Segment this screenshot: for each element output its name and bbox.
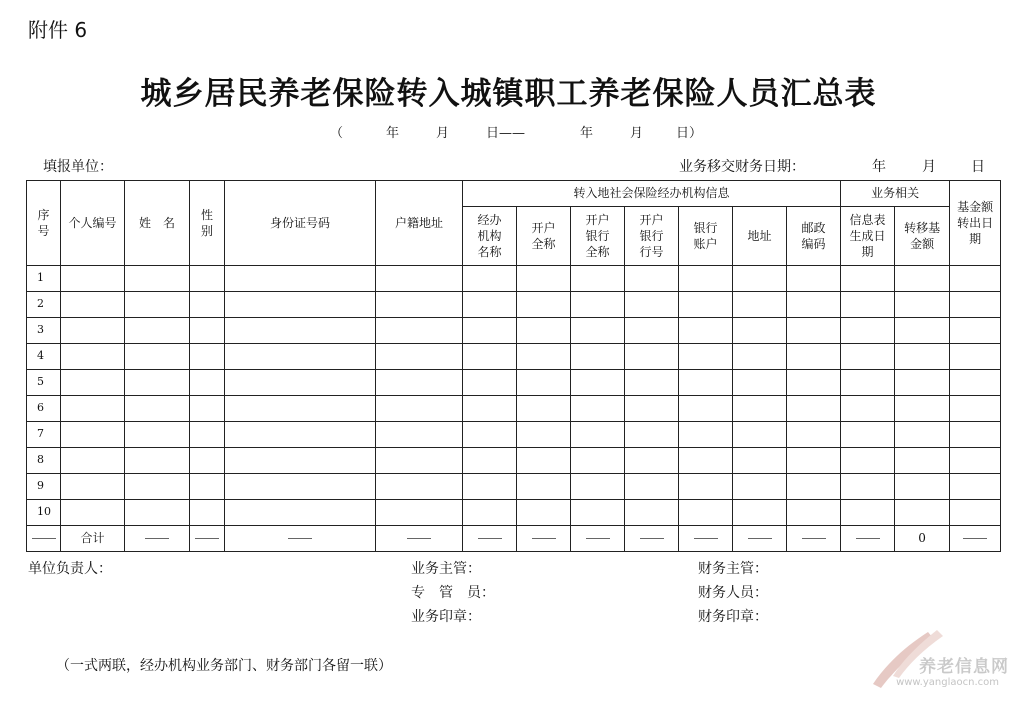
table-cell [679, 292, 733, 318]
table-cell [733, 500, 787, 526]
table-cell [517, 318, 571, 344]
row-index: 2 [27, 292, 61, 318]
table-cell [61, 292, 125, 318]
table-cell [61, 318, 125, 344]
table-cell [733, 422, 787, 448]
table-cell [950, 344, 1001, 370]
table-cell [376, 370, 463, 396]
header-hukou: 户籍地址 [376, 181, 463, 266]
row-index: 10 [27, 500, 61, 526]
table-cell [841, 500, 895, 526]
table-cell [125, 396, 190, 422]
table-cell [517, 266, 571, 292]
table-cell [61, 266, 125, 292]
table-cell [225, 318, 376, 344]
table-cell [225, 396, 376, 422]
table-cell [625, 370, 679, 396]
specialist-label: 专 管 员： [411, 585, 495, 601]
table-cell [679, 344, 733, 370]
total-dash [679, 526, 733, 552]
total-dash [787, 526, 841, 552]
table-cell [125, 344, 190, 370]
header-bank-account: 银行账户 [679, 207, 733, 266]
table-cell [517, 474, 571, 500]
table-cell [463, 422, 517, 448]
table-cell [571, 370, 625, 396]
table-row [27, 292, 1001, 318]
total-dash [225, 526, 376, 552]
table-body [27, 266, 1001, 526]
table-cell [679, 422, 733, 448]
table-cell [463, 474, 517, 500]
table-cell [571, 266, 625, 292]
table-cell [841, 396, 895, 422]
table-cell [571, 396, 625, 422]
table-cell [125, 292, 190, 318]
table-cell [190, 422, 225, 448]
row-index: 5 [27, 370, 61, 396]
table-cell [679, 318, 733, 344]
table-cell [190, 474, 225, 500]
table-row [27, 500, 1001, 526]
table-cell [517, 396, 571, 422]
table-cell [625, 292, 679, 318]
table-cell [625, 448, 679, 474]
copy-note: （一式两联，经办机构业务部门、财务部门各留一联） [56, 658, 392, 674]
table-cell [125, 422, 190, 448]
header-id-number: 身份证号码 [225, 181, 376, 266]
table-cell [125, 318, 190, 344]
table-cell [733, 344, 787, 370]
table-cell [225, 474, 376, 500]
table-cell [61, 396, 125, 422]
business-supervisor-label: 业务主管： [411, 561, 481, 577]
table-cell [463, 396, 517, 422]
table-cell [61, 422, 125, 448]
header-transfer-fund: 转移基金额 [895, 207, 950, 266]
header-bank-name: 开户银行全称 [571, 207, 625, 266]
table-cell [895, 266, 950, 292]
transfer-date-day: 日 [971, 159, 985, 175]
table-cell [61, 448, 125, 474]
table-cell [679, 474, 733, 500]
table-cell [571, 344, 625, 370]
table-cell [517, 422, 571, 448]
table-cell [190, 318, 225, 344]
table-cell [190, 500, 225, 526]
table-cell [895, 422, 950, 448]
page-title: 城乡居民养老保险转入城镇职工养老保险人员汇总表 [140, 76, 877, 112]
total-dash [950, 526, 1001, 552]
row-index: 6 [27, 396, 61, 422]
transfer-date-label: 业务移交财务日期： [679, 159, 805, 175]
table-cell [841, 422, 895, 448]
table-cell [733, 396, 787, 422]
table-cell [225, 292, 376, 318]
date-month-2: 月 [630, 126, 644, 141]
date-year-2: 年 [580, 126, 594, 141]
table-cell [841, 266, 895, 292]
table-cell [376, 422, 463, 448]
table-cell [950, 266, 1001, 292]
table-cell [225, 370, 376, 396]
finance-seal-label: 财务印章： [698, 609, 768, 625]
date-open-paren: （ [330, 126, 344, 141]
table-row [27, 396, 1001, 422]
table-cell [950, 448, 1001, 474]
date-month-1: 月 [436, 126, 450, 141]
table-cell [571, 474, 625, 500]
table-cell [950, 370, 1001, 396]
total-row [27, 526, 1001, 552]
header-name: 姓 名 [125, 181, 190, 266]
table-cell [463, 292, 517, 318]
table-cell [895, 448, 950, 474]
total-dash [376, 526, 463, 552]
row-index: 8 [27, 448, 61, 474]
date-day-2: 日） [676, 126, 703, 141]
row-index: 3 [27, 318, 61, 344]
summary-table [26, 180, 1001, 552]
table-cell [190, 292, 225, 318]
table-cell [950, 318, 1001, 344]
table-cell [376, 344, 463, 370]
table-cell [733, 292, 787, 318]
table-cell [190, 266, 225, 292]
table-cell [571, 448, 625, 474]
table-cell [376, 318, 463, 344]
table-cell [125, 474, 190, 500]
total-dash [190, 526, 225, 552]
table-cell [190, 448, 225, 474]
transfer-date-year: 年 [872, 159, 886, 175]
table-cell [463, 318, 517, 344]
header-account-name: 开户全称 [517, 207, 571, 266]
table-cell [517, 370, 571, 396]
row-index: 7 [27, 422, 61, 448]
table-cell [841, 344, 895, 370]
total-dash [27, 526, 61, 552]
header-group-business: 业务相关 [841, 181, 950, 207]
date-day-1: 日—— [486, 126, 526, 141]
table-cell [190, 370, 225, 396]
header-fund-out-date: 基金额转出日期 [950, 181, 1001, 266]
total-dash [625, 526, 679, 552]
table-cell [61, 370, 125, 396]
table-cell [679, 370, 733, 396]
table-cell [895, 318, 950, 344]
table-row [27, 344, 1001, 370]
table-cell [733, 370, 787, 396]
table-cell [125, 370, 190, 396]
table-cell [733, 318, 787, 344]
table-row [27, 370, 1001, 396]
table-cell [125, 448, 190, 474]
header-gender: 性别 [190, 181, 225, 266]
table-cell [376, 474, 463, 500]
table-cell [463, 266, 517, 292]
table-cell [679, 396, 733, 422]
table-cell [950, 500, 1001, 526]
table-cell [463, 370, 517, 396]
total-label: 合计 [61, 526, 125, 552]
table-row [27, 266, 1001, 292]
table-cell [787, 318, 841, 344]
table-cell [225, 266, 376, 292]
table-cell [190, 396, 225, 422]
header-postal-code: 邮政编码 [787, 207, 841, 266]
header-personal-id: 个人编号 [61, 181, 125, 266]
header-group-agency: 转入地社会保险经办机构信息 [463, 181, 841, 207]
table-cell [225, 422, 376, 448]
table-cell [787, 448, 841, 474]
table-cell [625, 422, 679, 448]
table-cell [841, 474, 895, 500]
table-cell [950, 422, 1001, 448]
table-cell [950, 474, 1001, 500]
table-cell [125, 500, 190, 526]
table-cell [895, 292, 950, 318]
table-cell [571, 292, 625, 318]
table-cell [895, 500, 950, 526]
total-dash [733, 526, 787, 552]
table-cell [733, 448, 787, 474]
table-cell [625, 344, 679, 370]
finance-supervisor-label: 财务主管： [698, 561, 768, 577]
table-cell [787, 266, 841, 292]
total-dash [517, 526, 571, 552]
table-cell [463, 448, 517, 474]
table-cell [841, 318, 895, 344]
date-year-1: 年 [386, 126, 400, 141]
transfer-date [679, 156, 989, 176]
table-cell [787, 396, 841, 422]
table-cell [571, 422, 625, 448]
table-cell [950, 396, 1001, 422]
table-cell [679, 266, 733, 292]
table-cell [679, 448, 733, 474]
header-address: 地址 [733, 207, 787, 266]
total-fund-value: 0 [895, 526, 950, 552]
table-cell [376, 292, 463, 318]
table-cell [787, 474, 841, 500]
table-cell [517, 292, 571, 318]
table-cell [895, 344, 950, 370]
table-cell [625, 500, 679, 526]
header-seq: 序号 [27, 181, 61, 266]
watermark-url: www.yanglaocn.com [896, 677, 999, 688]
row-index: 1 [27, 266, 61, 292]
header-info-date: 信息表生成日期 [841, 207, 895, 266]
table-cell [841, 370, 895, 396]
table-cell [61, 500, 125, 526]
table-cell [61, 344, 125, 370]
table-cell [376, 500, 463, 526]
table-cell [733, 266, 787, 292]
table-cell [841, 448, 895, 474]
table-cell [225, 448, 376, 474]
fill-unit-label: 填报单位： [43, 159, 113, 175]
table-row [27, 422, 1001, 448]
unit-head-label: 单位负责人： [28, 561, 112, 577]
table-cell [571, 318, 625, 344]
table-cell [787, 344, 841, 370]
total-dash [841, 526, 895, 552]
finance-staff-label: 财务人员： [698, 585, 768, 601]
row-index: 9 [27, 474, 61, 500]
table-cell [733, 474, 787, 500]
table-cell [463, 344, 517, 370]
table-cell [625, 318, 679, 344]
table-cell [61, 474, 125, 500]
table-cell [625, 266, 679, 292]
table-cell [787, 500, 841, 526]
table-cell [376, 266, 463, 292]
business-seal-label: 业务印章： [411, 609, 481, 625]
table-cell [625, 474, 679, 500]
header-agency-name: 经办机构名称 [463, 207, 517, 266]
table-cell [225, 344, 376, 370]
header-bank-code: 开户银行行号 [625, 207, 679, 266]
table-cell [625, 396, 679, 422]
table-cell [190, 344, 225, 370]
table-row [27, 474, 1001, 500]
row-index: 4 [27, 344, 61, 370]
total-dash [125, 526, 190, 552]
table-cell [225, 500, 376, 526]
table-cell [376, 448, 463, 474]
table-cell [376, 396, 463, 422]
table-cell [517, 500, 571, 526]
table-cell [517, 448, 571, 474]
table-cell [787, 370, 841, 396]
table-row [27, 448, 1001, 474]
table-cell [950, 292, 1001, 318]
table-cell [463, 500, 517, 526]
table-cell [841, 292, 895, 318]
table-cell [895, 474, 950, 500]
watermark-text: 养老信息网 [919, 657, 1009, 677]
date-range [0, 122, 1017, 142]
table-cell [787, 422, 841, 448]
table-cell [895, 396, 950, 422]
transfer-date-month: 月 [922, 159, 936, 175]
table-cell [517, 344, 571, 370]
total-dash [463, 526, 517, 552]
table-cell [895, 370, 950, 396]
table-cell [787, 292, 841, 318]
table-cell [679, 500, 733, 526]
table-cell [125, 266, 190, 292]
attachment-label: 附件 6 [28, 18, 88, 42]
total-dash [571, 526, 625, 552]
table-row [27, 318, 1001, 344]
table-cell [571, 500, 625, 526]
